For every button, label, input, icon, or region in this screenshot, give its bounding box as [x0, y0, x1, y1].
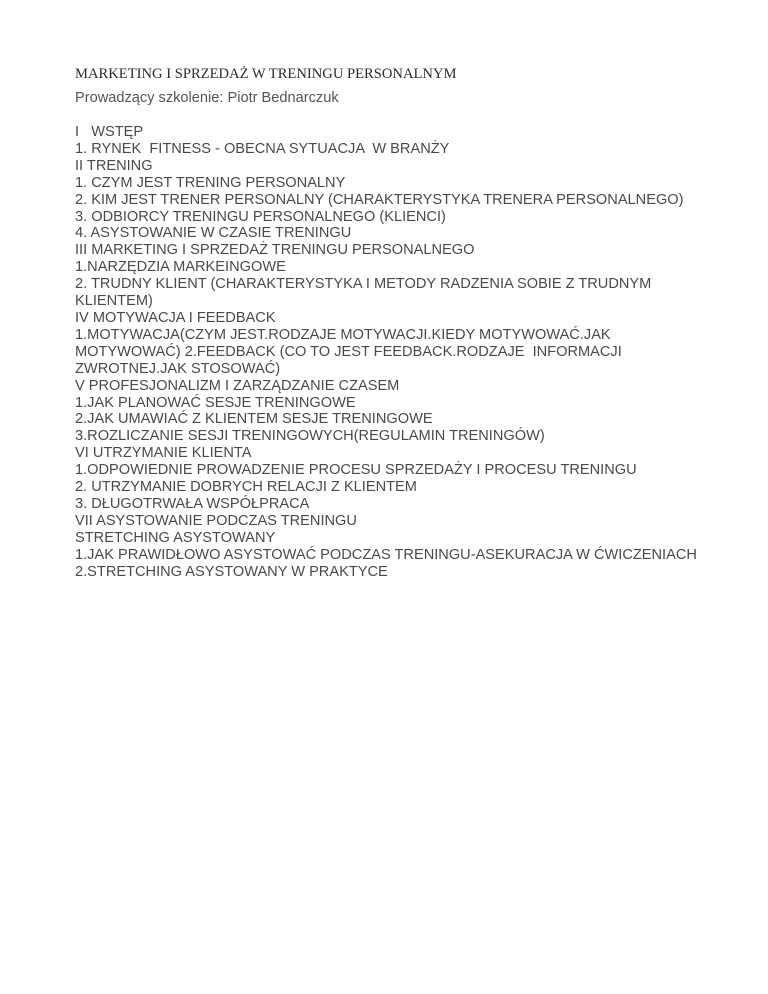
outline-line: KLIENTEM)	[75, 293, 153, 310]
outline-line: 1.JAK PLANOWAĆ SESJE TRENINGOWE	[75, 394, 356, 411]
outline-line: 1. RYNEK FITNESS - OBECNA SYTUACJA W BRANŻY	[75, 140, 450, 157]
outline-line: II TRENING	[75, 157, 153, 174]
outline-line: 3. ODBIORCY TRENINGU PERSONALNEGO (KLIENCI)	[75, 208, 446, 225]
document-subtitle: Prowadzący szkolenie: Piotr Bednarczuk	[75, 90, 339, 106]
outline-line: MOTYWOWAĆ) 2.FEEDBACK (CO TO JEST FEEDBACK.RODZAJE INFORMACJI	[75, 343, 622, 360]
course-outline	[75, 124, 715, 580]
outline-line: 2. KIM JEST TRENER PERSONALNY (CHARAKTERYSTYKA TRENERA PERSONALNEGO)	[75, 191, 684, 208]
outline-line: ZWROTNEJ.JAK STOSOWAĆ)	[75, 360, 281, 377]
outline-line: 3.ROZLICZANIE SESJI TRENINGOWYCH(REGULAMIN TRENINGÓW)	[75, 428, 545, 445]
outline-line: 1. CZYM JEST TRENING PERSONALNY	[75, 174, 346, 191]
outline-line: 1.ODPOWIEDNIE PROWADZENIE PROCESU SPRZEDAŻY I PROCESU TRENINGU	[75, 462, 637, 479]
outline-line: V PROFESJONALIZM I ZARZĄDZANIE CZASEM	[75, 377, 400, 394]
outline-line: 2. TRUDNY KLIENT (CHARAKTERYSTYKA I METODY RADZENIA SOBIE Z TRUDNYM	[75, 276, 652, 293]
outline-line: 1.JAK PRAWIDŁOWO ASYSTOWAĆ PODCZAS TRENINGU-ASEKURACJA W ĆWICZENIACH	[75, 546, 697, 563]
outline-line: 2.STRETCHING ASYSTOWANY W PRAKTYCE	[75, 563, 388, 580]
outline-line: 3. DŁUGOTRWAŁA WSPÓŁPRACA	[75, 495, 310, 512]
outline-line: VII ASYSTOWANIE PODCZAS TRENINGU	[75, 512, 357, 529]
outline-line: I WSTĘP	[75, 124, 144, 140]
outline-line: 2. UTRZYMANIE DOBRYCH RELACJI Z KLIENTEM	[75, 479, 417, 496]
outline-line: 2.JAK UMAWIAĆ Z KLIENTEM SESJE TRENINGOWE	[75, 411, 433, 428]
outline-line: VI UTRZYMANIE KLIENTA	[75, 445, 252, 462]
outline-line: III MARKETING I SPRZEDAŻ TRENINGU PERSONALNEGO	[75, 242, 475, 259]
outline-line: 1.NARZĘDZIA MARKEINGOWE	[75, 259, 286, 276]
outline-line: STRETCHING ASYSTOWANY	[75, 529, 276, 546]
outline-line: 1.MOTYWACJA(CZYM JEST.RODZAJE MOTYWACJI.KIEDY MOTYWOWAĆ.JAK	[75, 326, 611, 343]
outline-line: 4. ASYSTOWANIE W CZASIE TRENINGU	[75, 225, 352, 242]
outline-line: IV MOTYWACJA I FEEDBACK	[75, 309, 276, 326]
document-title: MARKETING I SPRZEDAŻ W TRENINGU PERSONALNYM	[75, 66, 457, 82]
